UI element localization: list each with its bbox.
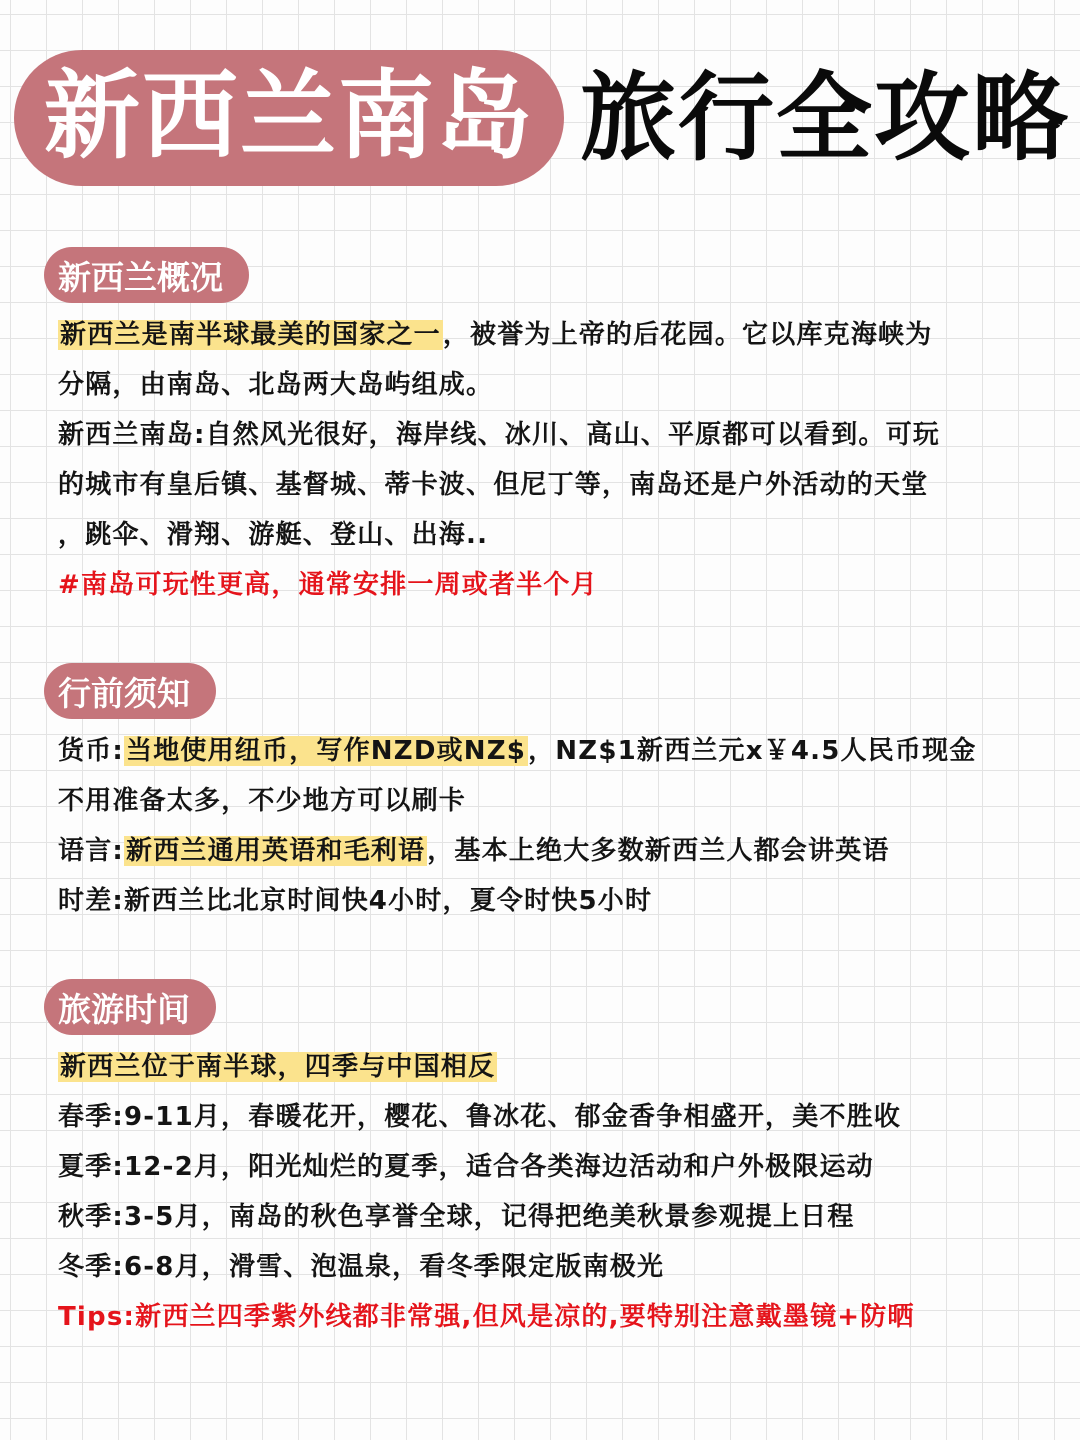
language-line (58, 834, 890, 870)
language-highlight: 新西兰通用英语和毛利语 (126, 836, 426, 866)
season-autumn: 秋季:3-5月，南岛的秋色享誉全球，记得把绝美秋景参观提上日程 (58, 1202, 855, 1232)
currency-line-2: 不用准备太多，不少地方可以刷卡 (58, 786, 467, 816)
section-heading-travel-time: 旅游时间 (44, 979, 216, 1035)
currency-rest: ，NZ$1新西兰元x￥4.5人民币现金 (528, 736, 977, 766)
overview-line-2: 分隔，由南岛、北岛两大岛屿组成。 (58, 370, 494, 400)
currency-label: 货币: (58, 736, 124, 766)
title-highlighted: 新西兰南岛 (14, 50, 564, 186)
section-heading-before-travel: 行前须知 (44, 663, 216, 719)
language-label: 语言: (58, 836, 124, 866)
page-title (14, 48, 1070, 188)
overview-line-1-rest: ，被誉为上帝的后花园。它以库克海峡为 (442, 320, 933, 350)
language-rest: ，基本上绝大多数新西兰人都会讲英语 (427, 836, 890, 866)
overview-line-1 (58, 318, 932, 354)
overview-line-3: 新西兰南岛:自然风光很好，海岸线、冰川、高山、平原都可以看到。可玩 (58, 420, 940, 450)
travel-time-highlight: 新西兰位于南半球，四季与中国相反 (60, 1052, 496, 1082)
overview-highlight: 新西兰是南半球最美的国家之一 (60, 320, 441, 350)
season-summer: 夏季:12-2月，阳光灿烂的夏季，适合各类海边活动和户外极限运动 (58, 1152, 874, 1182)
travel-tips: Tips:新西兰四季紫外线都非常强,但风是凉的,要特别注意戴墨镜+防晒 (58, 1302, 915, 1332)
title-rest: 旅行全攻略 (580, 62, 1070, 174)
section-heading-overview: 新西兰概况 (44, 247, 249, 303)
currency-line-1 (58, 734, 977, 770)
timezone-line: 时差:新西兰比北京时间快4小时，夏令时快5小时 (58, 886, 653, 916)
season-spring: 春季:9-11月，春暖花开，樱花、鲁冰花、郁金香争相盛开，美不胜收 (58, 1102, 902, 1132)
overview-line-5: ，跳伞、滑翔、游艇、登山、出海.. (58, 520, 489, 550)
overview-line-4: 的城市有皇后镇、基督城、蒂卡波、但尼丁等，南岛还是户外活动的天堂 (58, 470, 929, 500)
season-winter: 冬季:6-8月，滑雪、泡温泉，看冬季限定版南极光 (58, 1252, 665, 1282)
overview-note: #南岛可玩性更高，通常安排一周或者半个月 (58, 570, 598, 600)
currency-highlight: 当地使用纽币，写作NZD或NZ$ (126, 736, 527, 766)
travel-time-intro (58, 1050, 497, 1086)
